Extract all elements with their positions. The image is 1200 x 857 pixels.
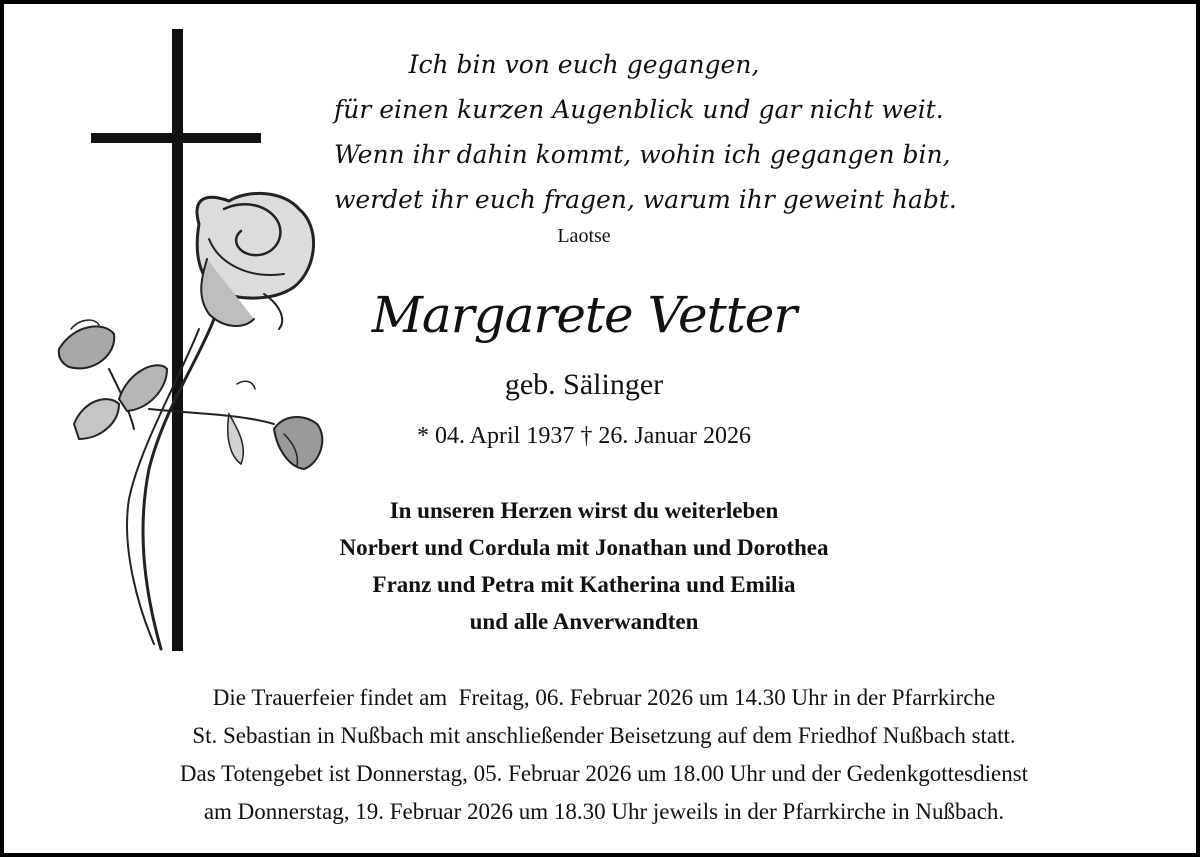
mourners-line: Franz und Petra mit Katherina und Emilia xyxy=(372,572,796,597)
mourners-line: In unseren Herzen wirst du weiterleben xyxy=(389,498,779,523)
poem-line: Ich bin von euch gegangen, xyxy=(408,50,760,79)
life-dates: * 04. April 1937 † 26. Januar 2026 xyxy=(417,423,751,449)
service-line: Die Trauerfeier findet am Freitag, 06. Februar 2026 um 14.30 Uhr in der Pfarrkirche xyxy=(212,685,996,710)
service-line: St. Sebastian in Nußbach mit anschließender Beisetzung auf dem Friedhof Nußbach statt. xyxy=(192,723,1016,748)
deceased-name: Margarete Vetter xyxy=(371,286,797,344)
mourners-line: und alle Anverwandten xyxy=(469,609,699,634)
funeral-service-info xyxy=(24,679,1184,831)
service-line: Das Totengebet ist Donnerstag, 05. Februar 2026 um 18.00 Uhr und der Gedenkgottesdienst xyxy=(179,761,1029,786)
service-line: am Donnerstag, 19. Februar 2026 um 18.30 Uhr jeweils in der Pfarrkirche in Nußbach. xyxy=(203,799,1005,824)
mourners-line: Norbert und Cordula mit Jonathan und Dorothea xyxy=(339,535,829,560)
poem xyxy=(334,42,957,222)
rose-icon xyxy=(59,193,323,649)
poem-author: Laotse xyxy=(557,225,611,247)
poem-line: werdet ihr euch fragen, warum ihr geweint habt. xyxy=(334,185,957,214)
mourners-block xyxy=(334,492,834,640)
poem-line: für einen kurzen Augenblick und gar nicht weit. xyxy=(334,95,944,124)
poem-line: Wenn ihr dahin kommt, wohin ich gegangen bin, xyxy=(334,140,951,169)
cross-icon xyxy=(91,29,261,651)
maiden-name: geb. Sälinger xyxy=(504,368,664,401)
cross-and-rose-artwork xyxy=(49,29,339,654)
